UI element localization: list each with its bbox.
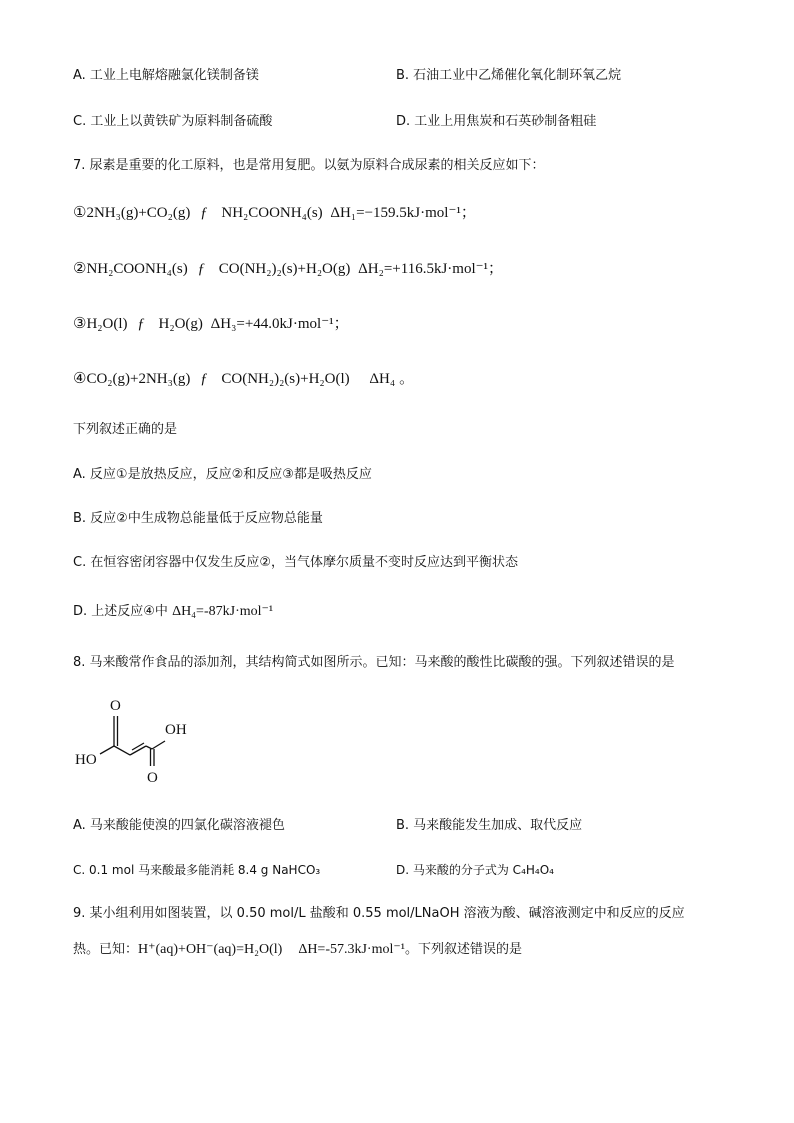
equilibrium-arrow: ƒ [137,316,145,332]
q9-enthalpy: ΔH=-57.3kJ·mol⁻¹ [298,942,405,957]
q8-option-b: B. 马来酸能发生加成、取代反应 [396,818,583,833]
punctuation: ； [460,205,476,221]
equilibrium-arrow: ƒ [200,371,208,387]
q6-option-d: D. 工业上用焦炭和石英砂制备粗硅 [396,114,597,129]
enthalpy-label: ΔH₁= [330,205,365,221]
q8-stem: 8. 马来酸常作食品的添加剂，其结构简式如图所示。已知：马来酸的酸性比碳酸的强。下列叙述错误的是 [73,655,675,670]
q6-option-b: B. 石油工业中乙烯催化氧化制环氧乙烷 [396,68,622,83]
q7-reaction-3 [73,315,349,333]
enthalpy-value: +116.5kJ·mol⁻¹ [392,261,489,277]
atom-oh-right: OH [165,722,187,738]
reaction-lhs: 2NH₃(g)+CO₂(g) [86,205,191,221]
punctuation: 。 [399,371,415,387]
reaction-rhs: CO(NH₂)₂(s)+H₂O(l) [221,371,350,387]
bond-c1-c2 [114,746,130,755]
option-d-enthalpy: ΔH₄=-87kJ·mol⁻¹ [172,604,274,619]
q8-option-c: C. 0.1 mol 马来酸最多能消耗 8.4 g NaHCO₃ [73,863,321,877]
equilibrium-arrow: ƒ [200,205,208,221]
enthalpy-value: −159.5kJ·mol⁻¹ [364,205,461,221]
reaction-number: ③ [73,316,87,332]
q7-reaction-4 [73,370,414,388]
enthalpy-label: ΔH₃= [210,316,245,332]
q7-reaction-1 [73,204,476,222]
reaction-number: ② [73,261,87,277]
reaction-number: ① [73,205,87,221]
q9-known: 热。已知： [73,942,139,957]
q6-option-c: C. 工业上以黄铁矿为原料制备硫酸 [73,114,273,129]
reaction-rhs: NH₂COONH₄(s) [221,205,323,221]
atom-o-top: O [110,698,121,714]
reaction-lhs: CO₂(g)+2NH₃(g) [86,371,191,387]
reaction-lhs: NH₂COONH₄(s) [86,261,188,277]
q9-stem-line-1: 9. 某小组利用如图装置，以 0.50 mol/L 盐酸和 0.55 mol/LNaOH 溶液为酸、碱溶液测定中和反应的反应 [73,906,685,921]
enthalpy-label: ΔH₄ [369,371,396,387]
reaction-number: ④ [73,371,87,387]
bond-c3-c4 [146,746,152,749]
q7-reaction-2 [73,260,503,278]
bond-ho-c1 [100,746,114,754]
reaction-rhs: H₂O(g) [158,316,203,332]
equilibrium-arrow: ƒ [197,261,205,277]
q9-prompt: 。下列叙述错误的是 [404,942,522,957]
q8-option-d: D. 马来酸的分子式为 C₄H₄O₄ [396,863,554,877]
q9-stem-line-2 [73,941,522,959]
reaction-rhs: CO(NH₂)₂(s)+H₂O(g) [218,261,351,277]
maleic-acid-structure [72,696,202,792]
q7-stem: 7. 尿素是重要的化工原料，也是常用复肥。以氨为原料合成尿素的相关反应如下： [73,158,545,173]
atom-o-bottom: O [147,770,158,786]
atom-ho-left: HO [75,752,97,768]
punctuation: ； [488,261,504,277]
q7-option-c: C. 在恒容密闭容器中仅发生反应②，当气体摩尔质量不变时反应达到平衡状态 [73,555,518,570]
q7-option-b: B. 反应②中生成物总能量低于反应物总能量 [73,511,323,526]
q6-option-a: A. 工业上电解熔融氯化镁制备镁 [73,68,259,83]
enthalpy-value: +44.0kJ·mol⁻¹ [244,316,334,332]
bond-c2-c3-double [132,743,144,750]
q7-option-d [73,603,273,621]
q9-equation: H⁺(aq)+OH⁻(aq)=H₂O(l) [138,942,283,957]
q7-option-a: A. 反应①是放热反应，反应②和反应③都是吸热反应 [73,467,372,482]
option-d-text: D. 上述反应④中 [73,604,173,619]
q7-prompt: 下列叙述正确的是 [73,422,178,437]
q8-option-a: A. 马来酸能使溴的四氯化碳溶液褪色 [73,818,285,833]
enthalpy-label: ΔH₂= [358,261,393,277]
bond-c4-oh [152,741,165,749]
punctuation: ； [333,316,349,332]
reaction-lhs: H₂O(l) [86,316,128,332]
